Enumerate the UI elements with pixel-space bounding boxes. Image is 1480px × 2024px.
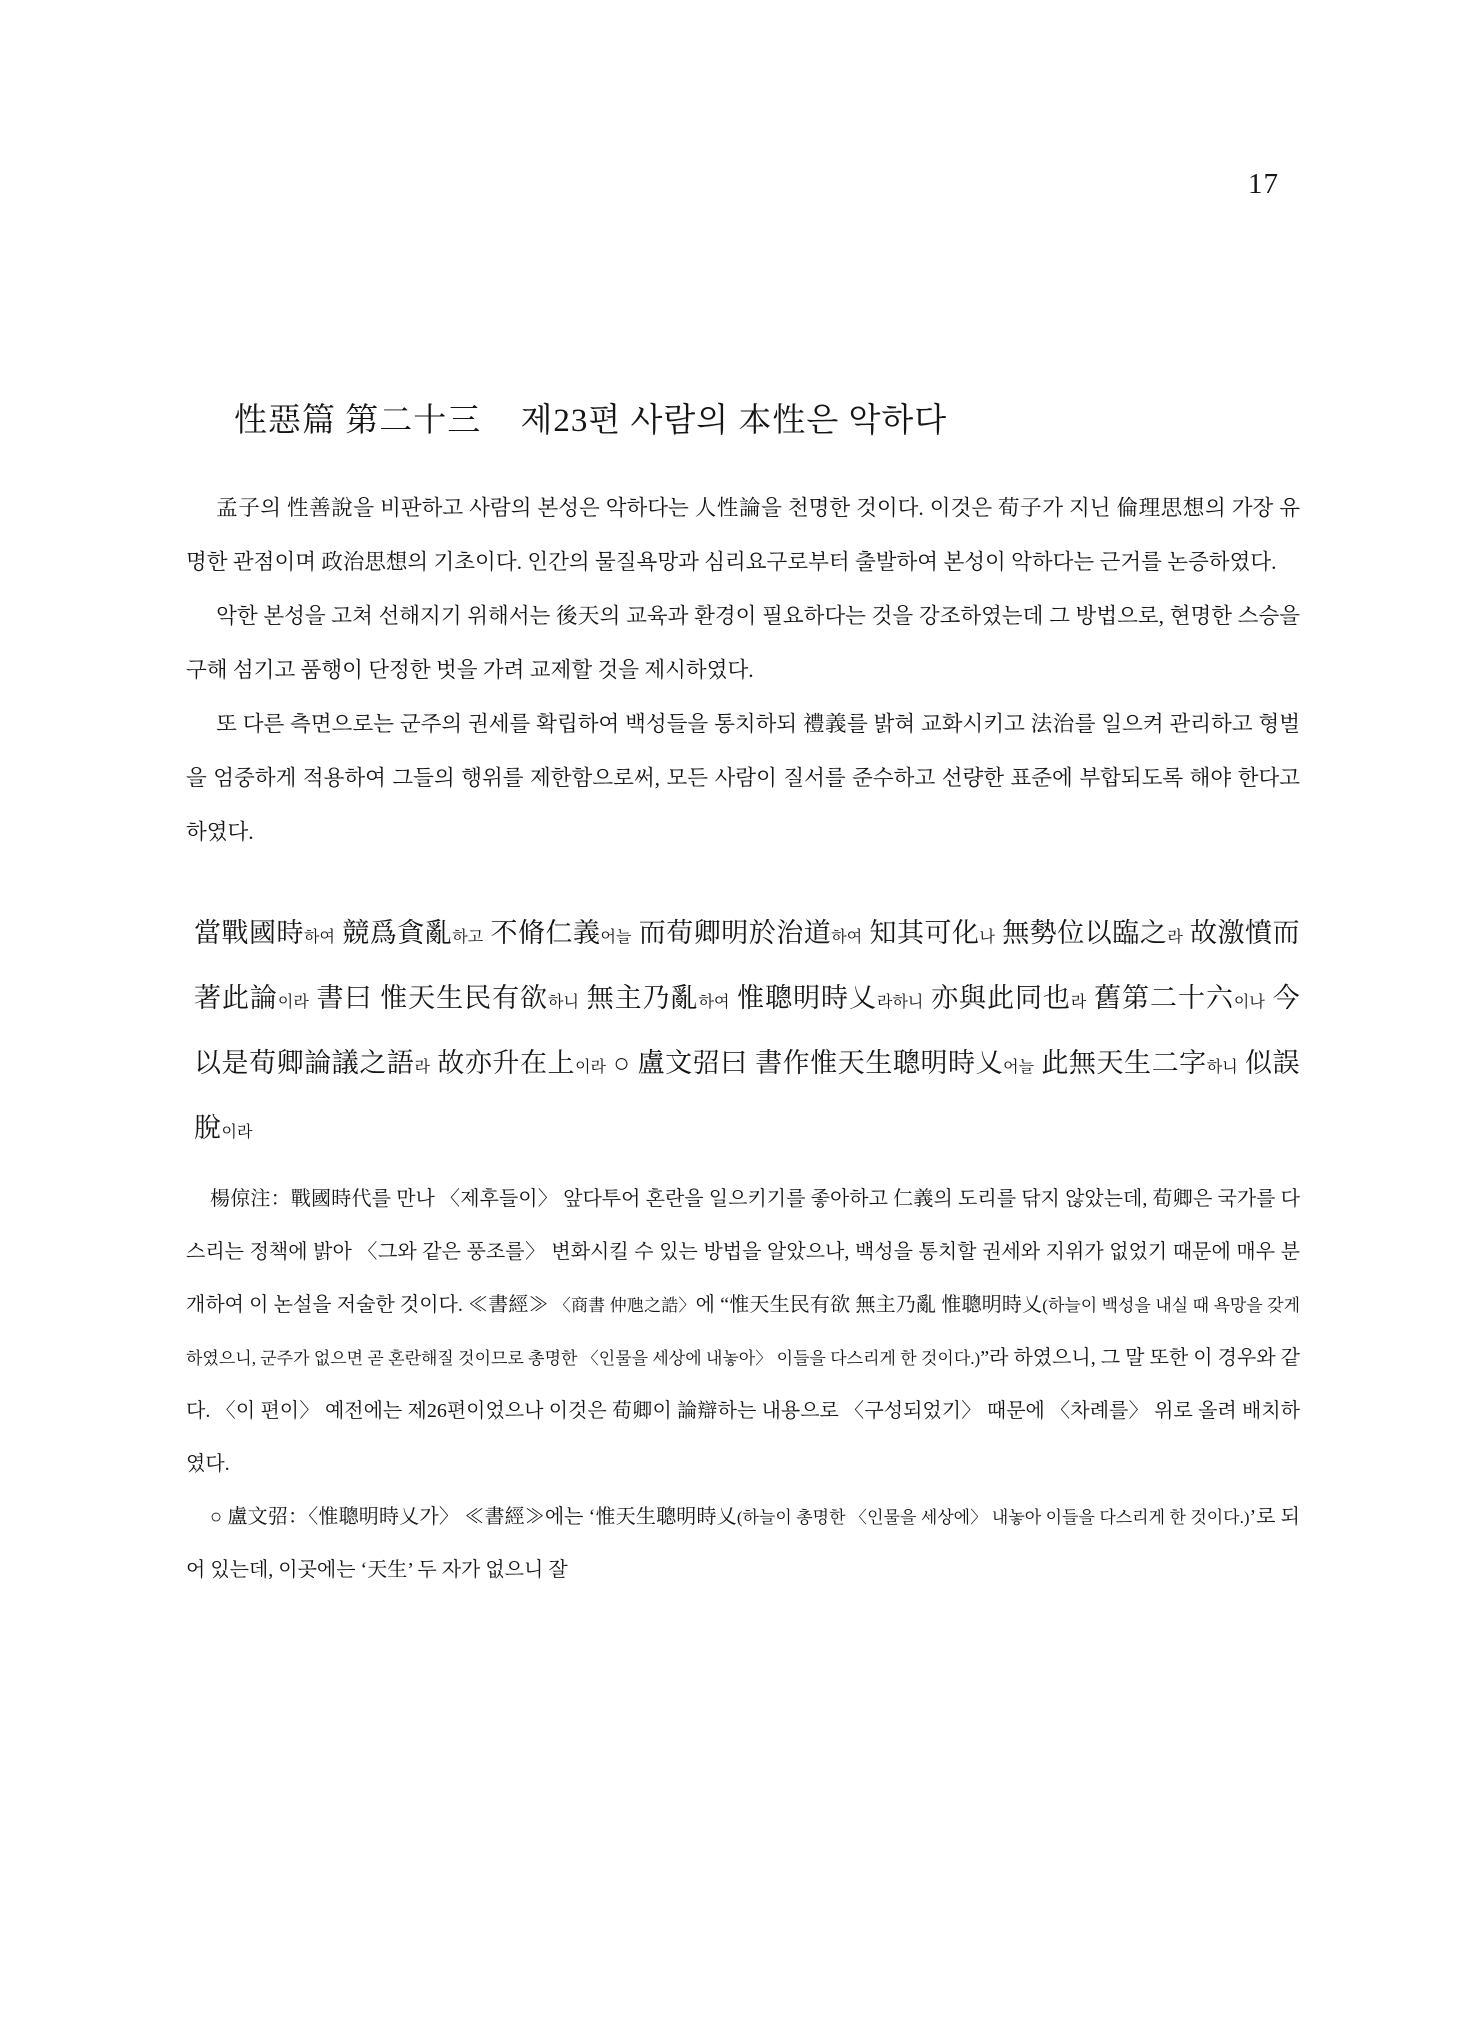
chapter-title-korean: 제23편 사람의 本性은 악하다 — [520, 403, 948, 439]
hanmun-text: 當戰國時하여 競爲貪亂하고 不脩仁義어늘 而荀卿明於治道하여 知其可化나 無勢位以臨之라 故激憤而著此論이라 書曰 惟天生民有欲하니 無主乃亂하여 惟聰明時乂라하니 亦與此同也라 舊第二十六이나 今以是荀卿論議之語라 故亦升在上이라 ○ 盧文弨曰 書作惟天生聰明時乂어늘 此無天生二字하니 似誤脫이라 — [194, 918, 1301, 1143]
chapter-title-hanja: 性惡篇 第二十三 — [234, 403, 482, 439]
hanmun-passage — [194, 903, 1300, 1163]
page-content — [186, 394, 1300, 1597]
annotation-paragraph: ○ 盧文弨：〈惟聰明時乂가〉 ≪書經≫에는 ‘惟天生聰明時乂(하늘이 총명한 〈인물을 세상에〉 내놓아 이들을 다스리게 한 것이다.)’로 되어 있는데, 이곳에는 ‘天生’ 두 자가 없으니 잘 — [186, 1506, 1301, 1581]
chapter-title — [234, 394, 1300, 441]
intro-section — [186, 481, 1300, 859]
page-number: 17 — [1248, 168, 1279, 200]
annotation-paragraph: 楊倞注：戰國時代를 만나 〈제후들이〉 앞다투어 혼란을 일으키기를 좋아하고 仁義의 도리를 닦지 않았는데, 荀卿은 국가를 다스리는 정책에 밝아 〈그와 같은 풍조를〉 변화시킬 수 있는 방법을 알았으나, 백성을 통치할 권세와 지위가 없었기 때문에 매우 분개하여 이 논설을 저술한 것이다. ≪書經≫ 〈商書 仲虺之誥〉에 “惟天生民有欲 無主乃亂 惟聰明時乂(하늘이 백성을 내실 때 욕망을 갖게 하였으니, 군주가 없으면 곧 혼란해질 것이므로 총명한 〈인물을 세상에 내놓아〉 이들을 다스리게 한 것이다.)”라 하였으니, 그 말 또한 이 경우와 같다. 〈이 편이〉 예전에는 제26편이었으나 이것은 荀卿이 論辯하는 내용으로 〈구성되었기〉 때문에 〈차례를〉 위로 올려 배치하였다. — [186, 1188, 1301, 1475]
intro-paragraph: 孟子의 性善說을 비판하고 사람의 본성은 악하다는 人性論을 천명한 것이다. 이것은 荀子가 지닌 倫理思想의 가장 유명한 관점이며 政治思想의 기초이다. 인간의 물질욕망과 심리요구로부터 출발하여 본성이 악하다는 근거를 논증하였다. — [186, 496, 1300, 574]
intro-paragraph: 악한 본성을 고쳐 선해지기 위해서는 後天의 교육과 환경이 필요하다는 것을 강조하였는데 그 방법으로, 현명한 스승을 구해 섬기고 품행이 단정한 벗을 가려 교제할 것을 제시하였다. — [186, 604, 1300, 682]
intro-paragraph: 또 다른 측면으로는 군주의 권세를 확립하여 백성들을 통치하되 禮義를 밝혀 교화시키고 法治를 일으켜 관리하고 형벌을 엄중하게 적용하여 그들의 행위를 제한함으로써, 모든 사람이 질서를 준수하고 선량한 표준에 부합되도록 해야 한다고 하였다. — [186, 712, 1300, 844]
annotation-section — [186, 1173, 1300, 1597]
